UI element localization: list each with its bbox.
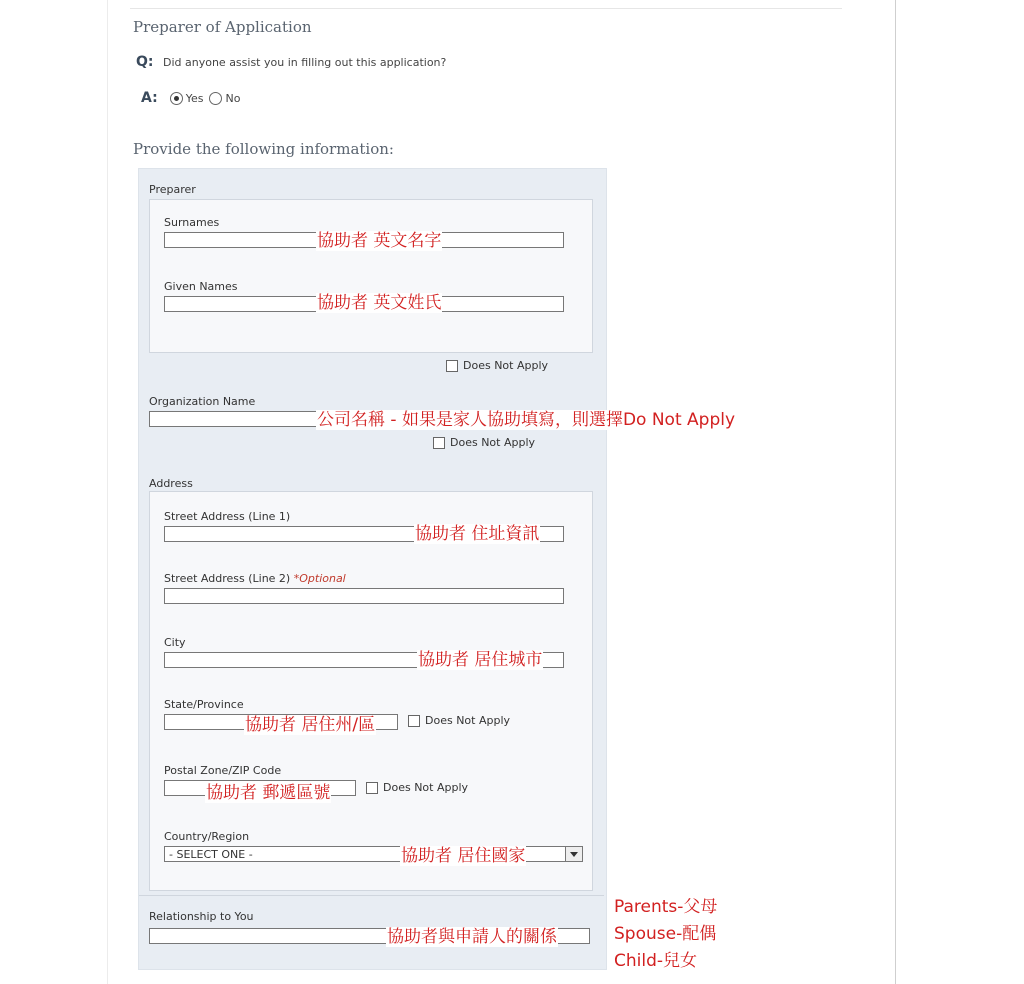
organization-annotation: 公司名稱 - 如果是家人協助填寫，則選擇Do Not Apply [317,410,736,430]
page-right-border [895,0,896,984]
country-select-value: - SELECT ONE - [169,848,253,861]
relationship-annotation: 協助者與申請人的關係 [387,927,557,947]
preparer-group-label: Preparer [149,183,196,196]
preparer-dna-label: Does Not Apply [463,359,549,372]
street1-label: Street Address (Line 1) [164,510,291,523]
relationship-option-parents: Parents-父母 [614,897,718,917]
page-left-border [107,0,108,984]
section-title: Preparer of Application [133,18,312,36]
yes-label: Yes [185,91,204,105]
state-dna-label: Does Not Apply [425,714,511,727]
no-label: No [225,91,241,105]
state-label: State/Province [164,698,244,711]
country-annotation: 協助者 居住國家 [401,846,526,866]
zip-dna-checkbox[interactable] [366,782,378,794]
question-text: Did anyone assist you in filling out this application? [163,56,447,69]
preparer-form-panel [138,168,607,970]
preparer-group-box [149,199,593,353]
address-group-box [149,491,593,891]
yes-radio[interactable] [170,92,183,105]
surnames-annotation: 協助者 英文名字 [317,231,442,251]
city-label: City [164,636,186,649]
answer-letter: A: [141,90,158,106]
street1-annotation: 協助者 住址資訊 [415,524,540,544]
zip-annotation: 協助者 郵遞區號 [206,783,331,803]
street2-label [164,572,346,585]
state-does-not-apply[interactable] [408,714,510,727]
surnames-label: Surnames [164,216,220,229]
relationship-option-spouse: Spouse-配偶 [614,924,717,944]
city-annotation: 協助者 居住城市 [418,650,543,670]
given-names-label: Given Names [164,280,238,293]
organization-dna-label: Does Not Apply [450,436,536,449]
question-row [136,54,446,70]
state-annotation: 協助者 居住州/區 [245,715,376,735]
chevron-down-icon[interactable] [565,847,582,861]
address-group-label: Address [149,477,193,490]
given-names-annotation: 協助者 英文姓氏 [317,293,442,313]
organization-label: Organization Name [149,395,256,408]
state-dna-checkbox[interactable] [408,715,420,727]
street2-input[interactable] [164,588,564,604]
no-radio[interactable] [209,92,222,105]
relationship-options-annotation [614,894,717,975]
country-label: Country/Region [164,830,250,843]
section-subtitle: Provide the following information: [133,140,394,158]
zip-dna-label: Does Not Apply [383,781,469,794]
answer-row [141,90,240,106]
zip-label: Postal Zone/ZIP Code [164,764,282,777]
street2-optional-text: *Optional [293,572,346,585]
preparer-dna-checkbox[interactable] [446,360,458,372]
organization-dna-checkbox[interactable] [433,437,445,449]
organization-does-not-apply[interactable] [433,436,535,449]
zip-does-not-apply[interactable] [366,781,468,794]
preparer-does-not-apply[interactable] [446,359,548,372]
page-top-border [130,8,842,9]
relationship-option-child: Child-兒女 [614,951,698,971]
relationship-label: Relationship to You [149,910,254,923]
question-letter: Q: [136,54,154,70]
street2-label-text: Street Address (Line 2) [164,572,291,585]
